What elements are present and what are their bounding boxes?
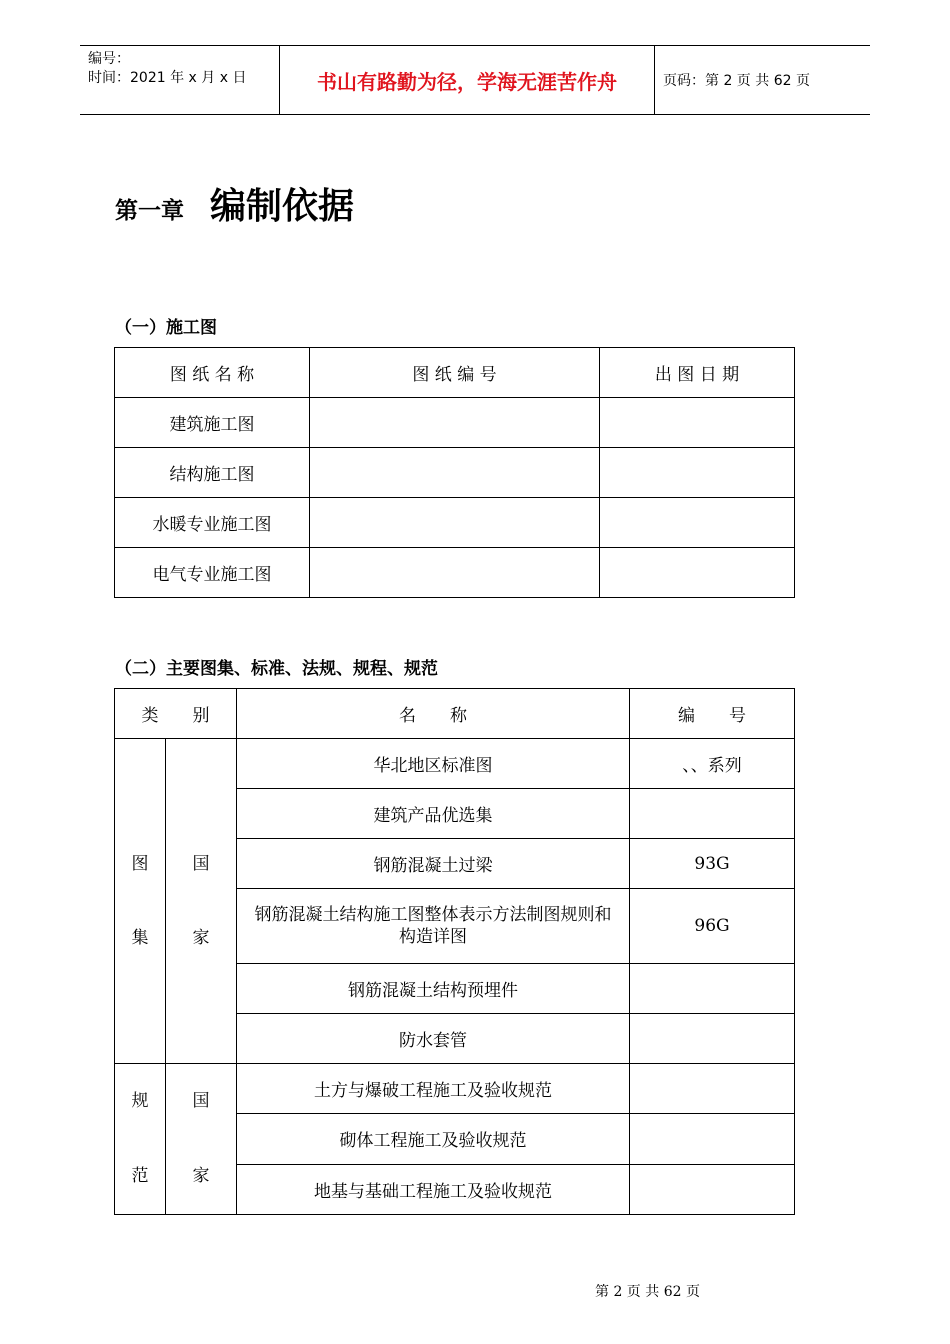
- section1-title: （一）施工图: [115, 318, 217, 338]
- subcategory-char: 国: [192, 1091, 210, 1111]
- standard-code-cell: 、、系列: [630, 739, 795, 789]
- category-char: 图: [131, 854, 149, 874]
- header-drawing-date: 出 图 日 期: [600, 348, 795, 398]
- page-header: [80, 45, 870, 115]
- standard-name-cell: 华北地区标准图: [237, 739, 630, 789]
- drawing-number-cell: [310, 548, 600, 598]
- standard-name-cell: 钢筋混凝土结构预埋件: [237, 964, 630, 1014]
- standard-code-cell: [630, 789, 795, 839]
- header-motto: 书山有路勤为径，学海无涯苦作舟: [280, 46, 655, 114]
- table-row: [115, 548, 795, 598]
- chapter-heading: [115, 178, 354, 229]
- doc-time-label: 时间：2021 年 x 月 x 日: [88, 70, 247, 86]
- subcategory-char: 国: [192, 854, 210, 874]
- drawing-name-cell: 水暖专业施工图: [115, 498, 310, 548]
- drawings-table: [114, 347, 795, 598]
- header-category: 类 别: [115, 689, 237, 739]
- drawing-number-cell: [310, 398, 600, 448]
- table-header-row: [115, 689, 795, 739]
- section2-title: （二）主要图集、标准、法规、规程、规范: [115, 659, 438, 679]
- chapter-number: 第一章: [115, 198, 184, 224]
- table-row: [115, 739, 795, 789]
- page-footer: 第 2 页 共 62 页: [595, 1284, 700, 1300]
- drawing-date-cell: [600, 448, 795, 498]
- standard-name-cell: 地基与基础工程施工及验收规范: [237, 1164, 630, 1214]
- drawing-name-cell: 建筑施工图: [115, 398, 310, 448]
- standard-code-cell: 93G: [630, 839, 795, 889]
- standard-name-cell: 土方与爆破工程施工及验收规范: [237, 1064, 630, 1114]
- header-drawing-number: 图 纸 编 号: [310, 348, 600, 398]
- standard-name-cell: 防水套管: [237, 1014, 630, 1064]
- table-row: [115, 498, 795, 548]
- subcategory-char: 家: [192, 928, 210, 948]
- table-row: [115, 1064, 795, 1114]
- category-atlas-cell: [115, 739, 166, 1064]
- subcategory-national-cell: [166, 739, 237, 1064]
- header-meta: [80, 46, 280, 114]
- drawing-date-cell: [600, 398, 795, 448]
- drawing-number-cell: [310, 448, 600, 498]
- drawing-number-cell: [310, 498, 600, 548]
- standard-code-cell: [630, 964, 795, 1014]
- header-name: 名 称: [237, 689, 630, 739]
- doc-number-label: 编号：: [88, 51, 130, 67]
- subcategory-national-cell: [166, 1064, 237, 1215]
- standards-table: [114, 688, 795, 1215]
- drawing-name-cell: 电气专业施工图: [115, 548, 310, 598]
- table-row: [115, 448, 795, 498]
- standard-code-cell: [630, 1014, 795, 1064]
- header-code: 编 号: [630, 689, 795, 739]
- standard-code-cell: [630, 1114, 795, 1164]
- standard-name-cell: 钢筋混凝土过梁: [237, 839, 630, 889]
- drawing-date-cell: [600, 498, 795, 548]
- category-char: 范: [131, 1166, 149, 1186]
- standard-code-cell: [630, 1164, 795, 1214]
- header-drawing-name: 图 纸 名 称: [115, 348, 310, 398]
- table-row: [115, 398, 795, 448]
- standard-name-cell: 建筑产品优选集: [237, 789, 630, 839]
- standard-code-cell: [630, 1064, 795, 1114]
- subcategory-char: 家: [192, 1166, 210, 1186]
- table-header-row: [115, 348, 795, 398]
- category-char: 集: [131, 928, 149, 948]
- header-page-label: 页码：第 2 页 共 62 页: [663, 73, 810, 89]
- category-code-cell: [115, 1064, 166, 1215]
- chapter-title: 编制依据: [210, 186, 355, 227]
- drawing-date-cell: [600, 548, 795, 598]
- drawing-name-cell: 结构施工图: [115, 448, 310, 498]
- standard-name-cell: 钢筋混凝土结构施工图整体表示方法制图规则和构造详图: [237, 889, 630, 964]
- standard-name-cell: 砌体工程施工及验收规范: [237, 1114, 630, 1164]
- category-char: 规: [131, 1091, 149, 1111]
- standard-code-cell: 96G: [630, 889, 795, 964]
